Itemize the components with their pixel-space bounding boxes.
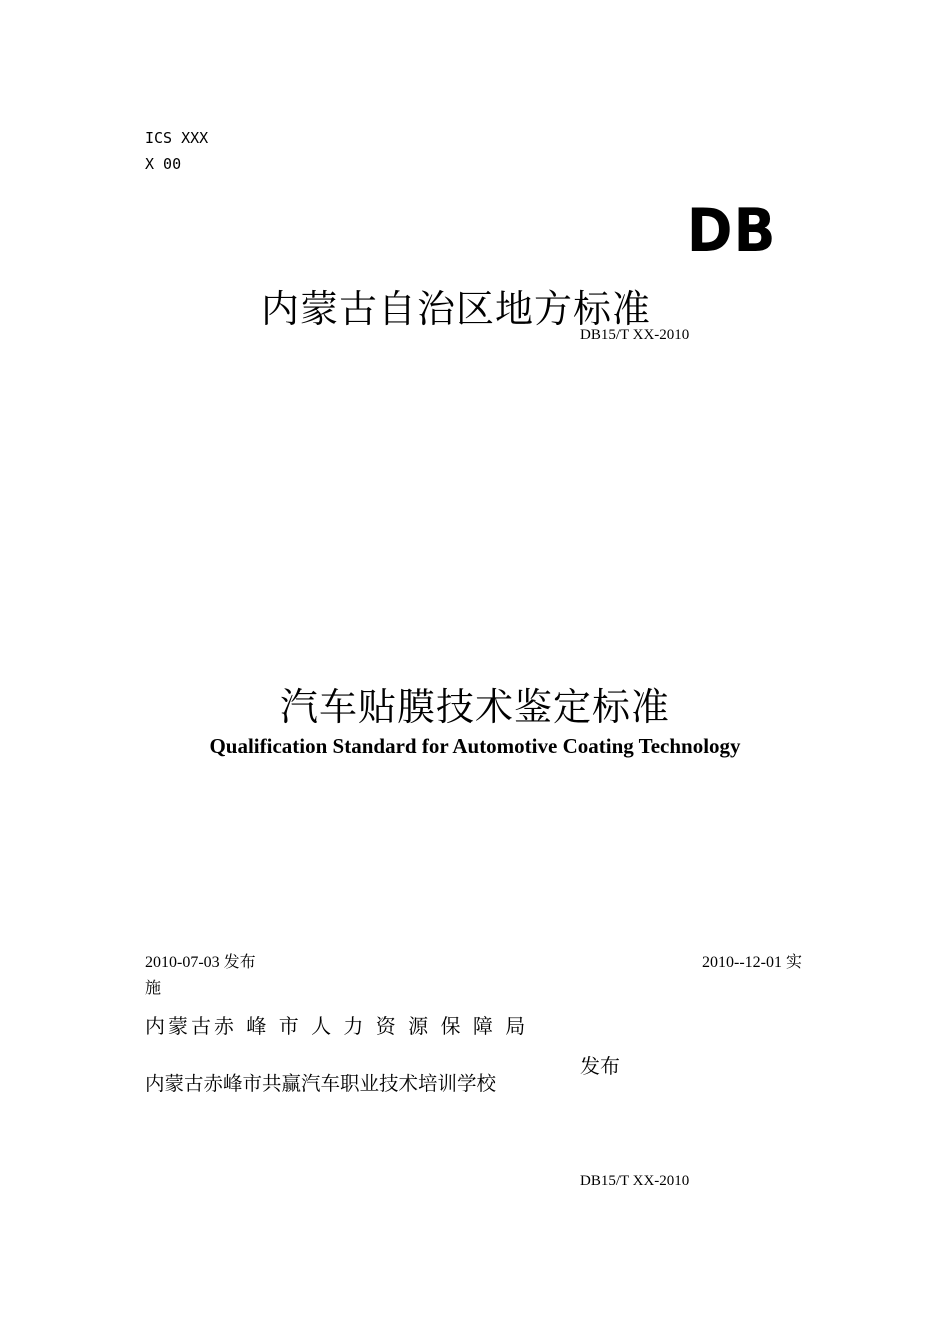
issuer-organization-2: 内蒙古赤峰市共赢汽车职业技术培训学校 [145, 1072, 497, 1095]
standard-type: 内蒙古自治区地方标准 [260, 287, 651, 331]
issuer-organization-1: 内蒙古赤 峰 市 人 力 资 源 保 障 局 [145, 1014, 529, 1038]
db-logo: DB [687, 196, 777, 266]
issue-label: 发布 [580, 1054, 620, 1078]
implement-date: 2010--12-01 实 [702, 954, 802, 971]
document-title-chinese: 汽车贴膜技术鉴定标准 [279, 685, 670, 729]
footer-standard-number: DB15/T XX-2010 [580, 1173, 690, 1189]
ics-code: ICS XXX [145, 129, 209, 147]
implement-date-wrap: 施 [145, 980, 162, 997]
publish-date: 2010-07-03 发布 [145, 954, 256, 971]
standard-number: DB15/T XX-2010 [580, 327, 690, 343]
document-title-english: Qualification Standard for Automotive Coating Technology [209, 734, 741, 758]
classification-code: X 00 [145, 155, 182, 173]
